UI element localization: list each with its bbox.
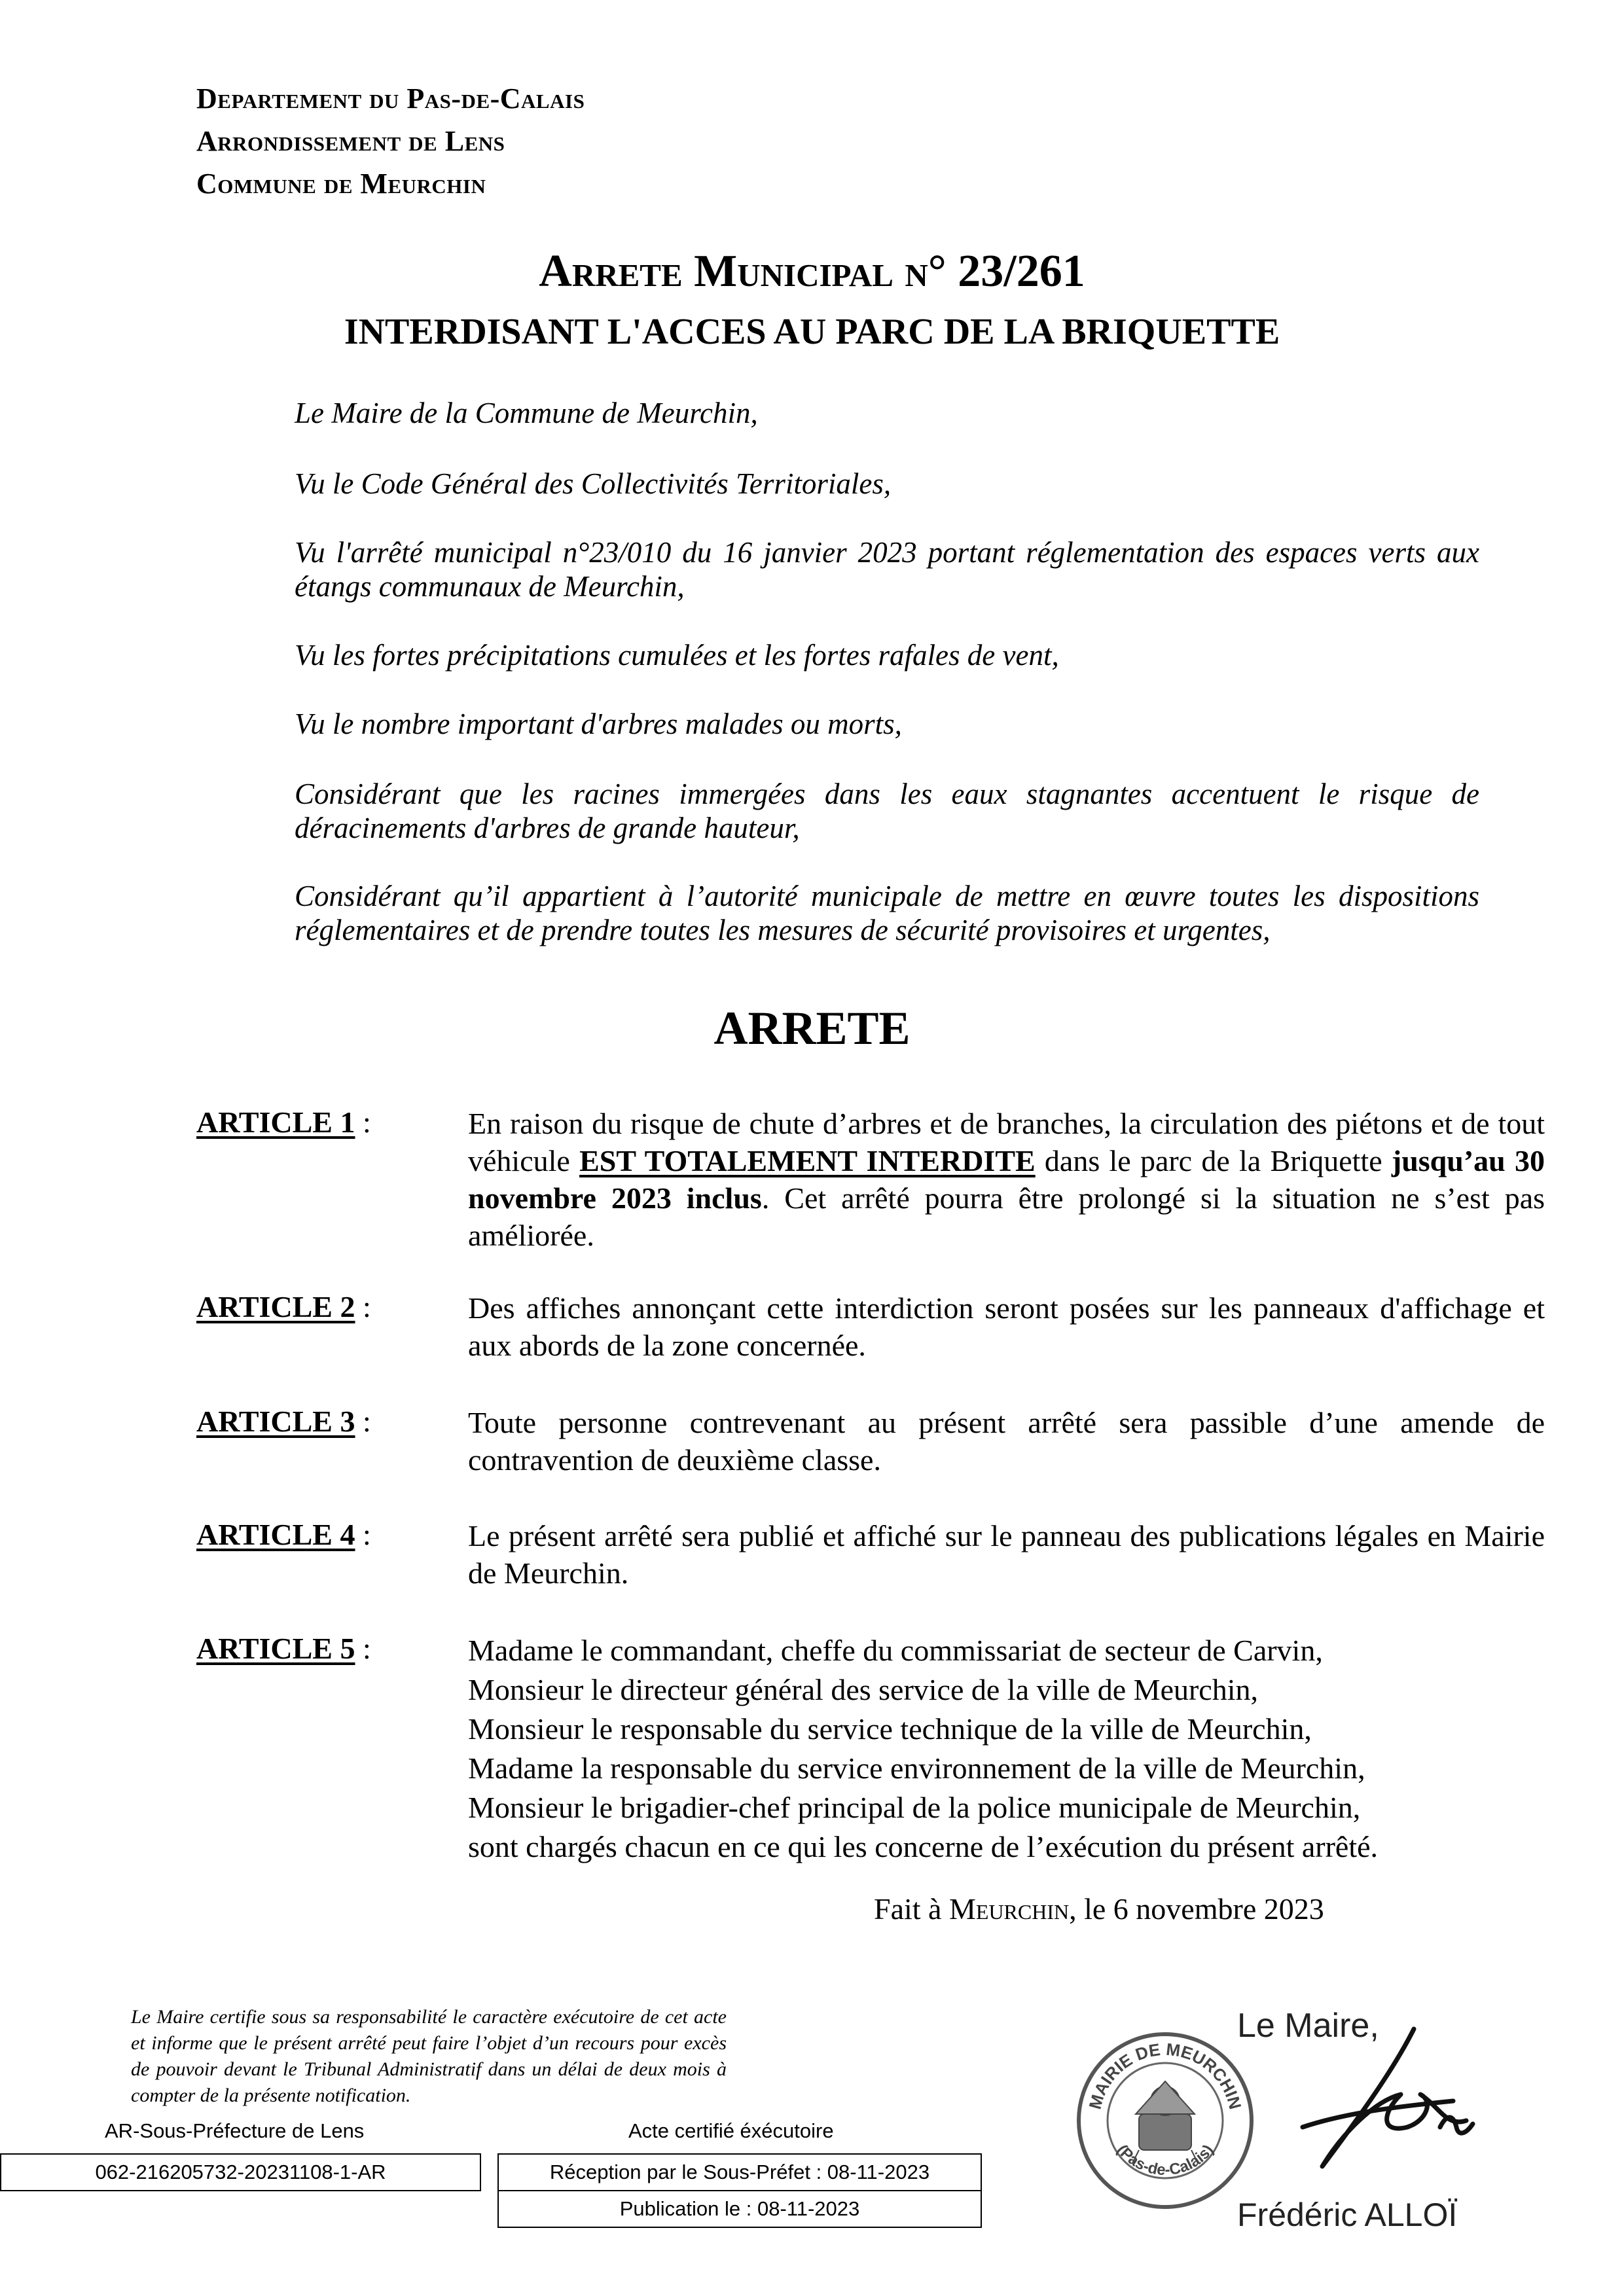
article-5-label xyxy=(196,1631,371,1666)
reception-box xyxy=(497,2153,982,2228)
fait-town: eurchin xyxy=(975,1892,1070,1926)
article-5-line: Monsieur le brigadier-chef principal de la police municipale de Meurchin, xyxy=(468,1791,1361,1824)
article-3-text: Toute personne contrevenant au présent arrêté sera passible d’une amende de contravention de deuxième classe. xyxy=(468,1406,1545,1477)
article-1-text-a: En raison du risque de chute d’arbres et de branches, la circulation des piétons et de tout véhicule xyxy=(468,1107,1545,1177)
article-colon: : xyxy=(355,1290,371,1323)
signature-title: Le Maire, xyxy=(1237,2007,1379,2045)
act-id-value: 062-216205732-20231108-1-AR xyxy=(95,2161,386,2183)
article-colon: : xyxy=(355,1105,371,1139)
article-1-text-c: dans le parc de la Briquette xyxy=(1035,1144,1392,1177)
fait-date: , le 6 novembre 2023 xyxy=(1069,1892,1324,1926)
article-5-line: Monsieur le directeur général des service de la ville de Meurchin, xyxy=(468,1673,1259,1706)
article-5-line: Madame la responsable du service environnement de la ville de Meurchin, xyxy=(468,1751,1365,1785)
article-1-emphasis-forbidden: EST TOTALEMENT INTERDITE xyxy=(579,1144,1036,1177)
article-label-text: ARTICLE 1 xyxy=(196,1105,355,1139)
town-seal-icon xyxy=(1074,2029,1257,2212)
preamble-mayor: Le Maire de la Commune de Meurchin, xyxy=(295,397,758,429)
legal-appeal-notice: Le Maire certifie sous sa responsabilité le caractère exécutoire de cet acte et informe que le présent arrêté peut faire l’objet d’un recours pour excès de pouvoir devant le Tribunal Administratif dans un délai de deux mois à compter de la présente notification. xyxy=(131,2006,727,2106)
preamble-code: Vu le Code Général des Collectivités Territoriales, xyxy=(295,467,892,500)
preamble-trees: Vu le nombre important d'arbres malades ou morts, xyxy=(295,708,902,740)
department-line: Departement du Pas-de-Calais xyxy=(196,82,585,115)
article-colon: : xyxy=(355,1632,371,1665)
article-label-text: ARTICLE 2 xyxy=(196,1290,355,1323)
article-1-label xyxy=(196,1105,371,1139)
reception-date: Réception par le Sous-Préfet : 08-11-2023 xyxy=(549,2161,930,2183)
fait-prefix: Fait à M xyxy=(874,1892,976,1926)
seal-top-text: MAIRIE DE MEURCHIN xyxy=(1085,2039,1246,2111)
arrondissement-line: Arrondissement de Lens xyxy=(196,125,505,157)
article-3-label xyxy=(196,1404,371,1439)
article-4-text: Le présent arrêté sera publié et affiché sur le panneau des publications légales en Mairie de Meurchin. xyxy=(468,1519,1545,1590)
article-1-text-e: . Cet arrêté pourra être prolongé si la situation ne s’est pas améliorée. xyxy=(468,1181,1545,1252)
mayor-name: Frédéric ALLOÏ xyxy=(1237,2197,1458,2233)
article-2-text: Des affiches annonçant cette interdiction seront posées sur les panneaux d'affichage et aux abords de la zone concernée. xyxy=(468,1291,1545,1362)
publication-date: Publication le : 08-11-2023 xyxy=(499,2190,981,2227)
act-id-box xyxy=(0,2153,481,2191)
article-4-label xyxy=(196,1517,371,1552)
decree-number-title: Arrete Municipal n° 23/261 xyxy=(539,246,1085,296)
article-colon: : xyxy=(355,1405,371,1438)
article-label-text: ARTICLE 3 xyxy=(196,1405,355,1438)
preamble-authority: Considérant qu’il appartient à l’autorité municipale de mettre en œuvre toutes les dispositions réglementaires et de prendre toutes les mesures de sécurité provisoires et urgentes, xyxy=(295,880,1479,946)
handwritten-signature xyxy=(1283,2016,1479,2186)
article-5-line: Madame le commandant, cheffe du commissariat de secteur de Carvin, xyxy=(468,1634,1323,1667)
preamble-weather: Vu les fortes précipitations cumulées et les fortes rafales de vent, xyxy=(295,639,1059,672)
commune-line: Commune de Meurchin xyxy=(196,168,486,200)
decree-subject-title: INTERDISANT L'ACCES AU PARC DE LA BRIQUETTE xyxy=(344,312,1280,352)
article-5-text xyxy=(468,1631,1545,1867)
preamble-roots: Considérant que les racines immergées dans les eaux stagnantes accentuent le risque de déracinements d'arbres de grande hauteur, xyxy=(295,778,1479,844)
signature-scribble xyxy=(1283,2016,1479,2186)
prefecture-label: AR-Sous-Préfecture de Lens xyxy=(105,2119,365,2142)
preamble-previous-decree: Vu l'arrêté municipal n°23/010 du 16 janvier 2023 portant réglementation des espaces verts aux étangs communaux de Meurchin, xyxy=(295,536,1479,603)
seal-graphic xyxy=(1074,2029,1257,2212)
article-colon: : xyxy=(355,1518,371,1551)
article-5-line: sont chargés chacun en ce qui les concerne de l’exécution du présent arrêté. xyxy=(468,1830,1379,1863)
article-label-text: ARTICLE 4 xyxy=(196,1518,355,1551)
place-and-date xyxy=(874,1892,1324,1926)
article-5-line: Monsieur le responsable du service technique de la ville de Meurchin, xyxy=(468,1712,1312,1746)
article-1-text xyxy=(468,1105,1545,1254)
seal-bottom-text: (Pas-de-Calais) xyxy=(1113,2141,1218,2179)
article-2-label xyxy=(196,1289,371,1324)
article-label-text: ARTICLE 5 xyxy=(196,1632,355,1665)
article-1-emphasis-date: jusqu’au 30 novembre 2023 inclus xyxy=(468,1144,1545,1215)
certified-label: Acte certifié éxécutoire xyxy=(628,2119,834,2142)
arrete-heading: ARRETE xyxy=(713,1002,911,1054)
